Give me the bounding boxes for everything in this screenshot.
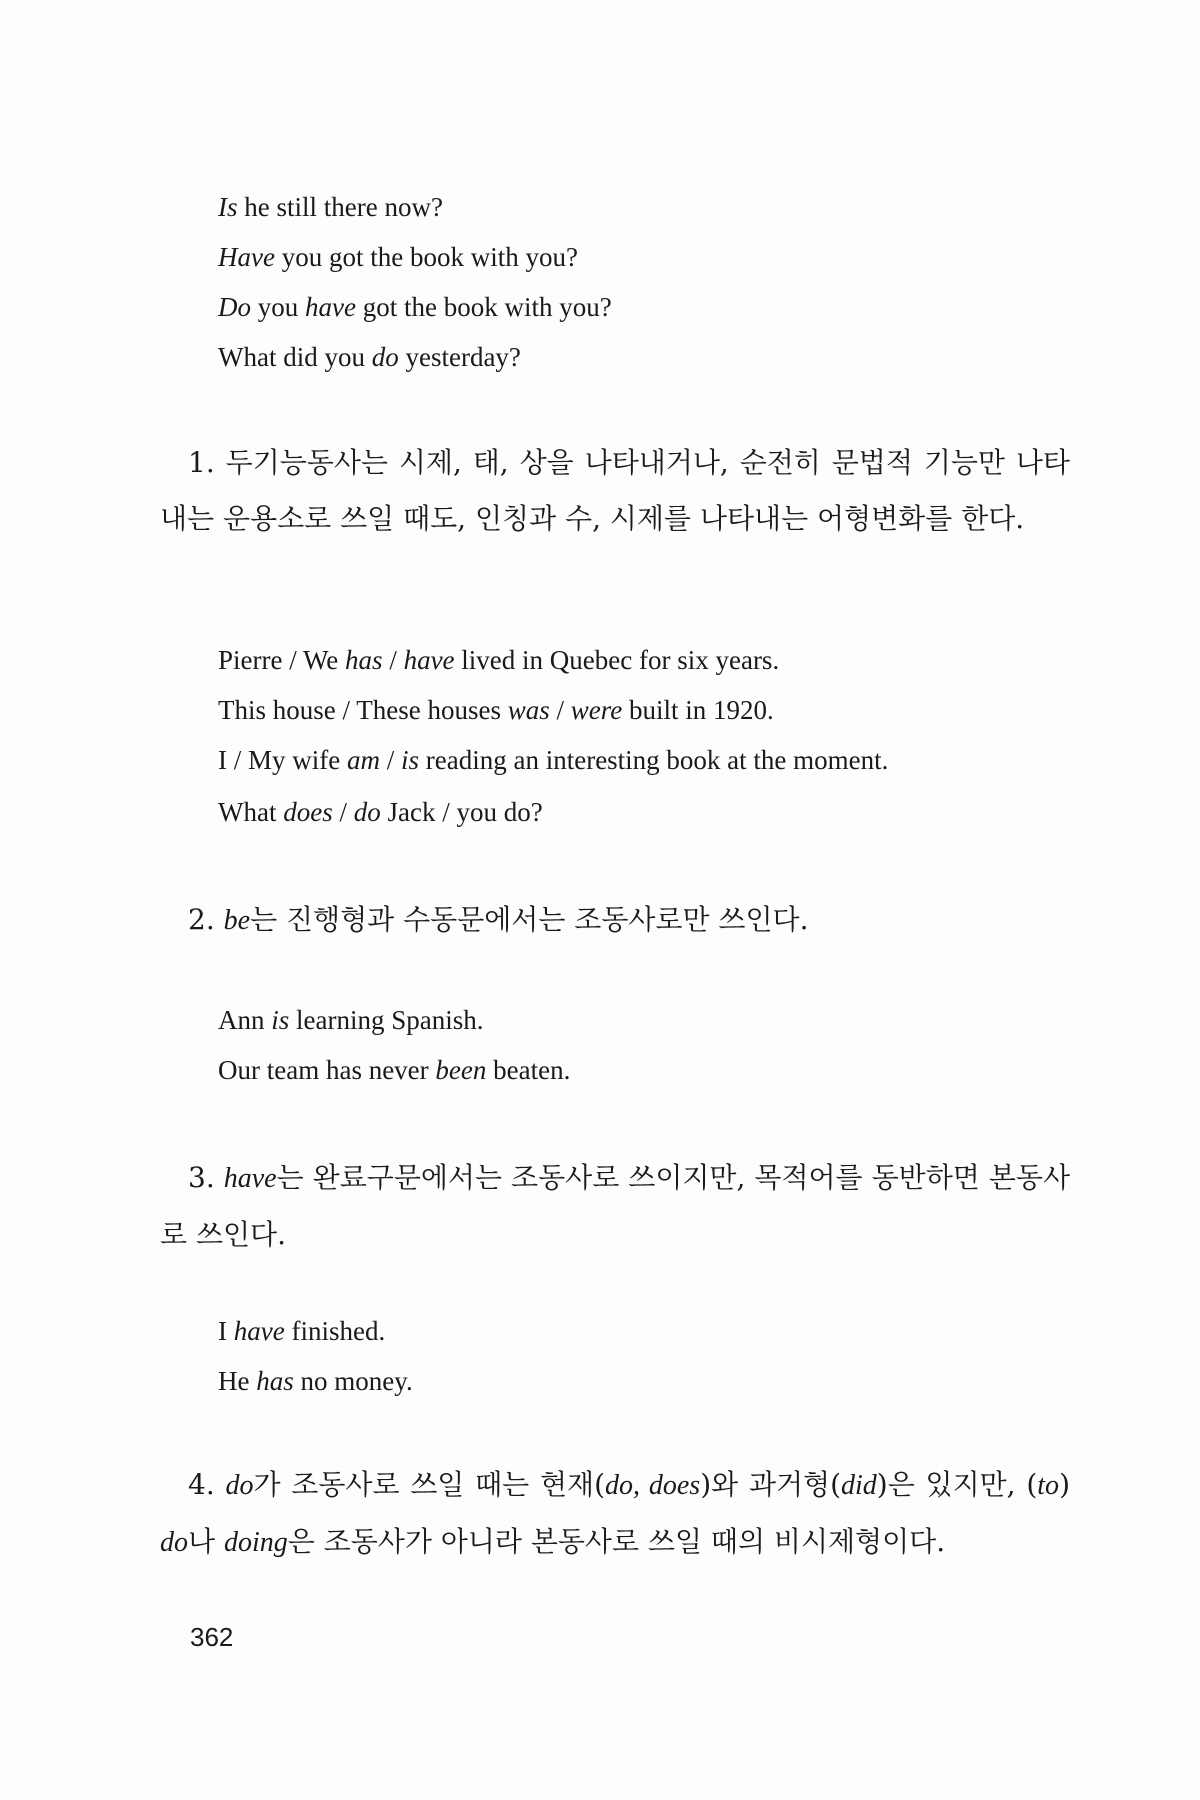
example1-4: What does / do Jack / you do? <box>218 797 543 827</box>
example3-2: He has no money. <box>218 1366 413 1396</box>
intro-example-1: Is he still there now? <box>218 192 443 222</box>
intro-example-4: What did you do yesterday? <box>218 342 521 372</box>
rule-1: 1. 두기능동사는 시제, 태, 상을 나타내거나, 순전히 문법적 기능만 나타내는 운용소로 쓰일 때도, 인칭과 수, 시제를 나타내는 어형변화를 한다. <box>160 446 1070 535</box>
rule-2: 2. be는 진행형과 수동문에서는 조동사로만 쓰인다. <box>188 903 809 936</box>
rule-3: 3. have는 완료구문에서는 조동사로 쓰이지만, 목적어를 동반하면 본동사로 쓰인다. <box>160 1161 1070 1251</box>
example1-2: This house / These houses was / were built in 1920. <box>218 695 774 725</box>
example2-2: Our team has never been beaten. <box>218 1055 571 1085</box>
example1-1: Pierre / We has / have lived in Quebec for six years. <box>218 645 780 675</box>
example3-1: I have finished. <box>218 1316 386 1346</box>
intro-example-3: Do you have got the book with you? <box>218 292 612 322</box>
intro-example-2: Have you got the book with you? <box>218 242 578 272</box>
example2-1: Ann is learning Spanish. <box>218 1005 484 1035</box>
page-number: 362 <box>190 1622 234 1652</box>
rule-4: 4. do가 조동사로 쓰일 때는 현재(do, does)와 과거형(did)은 있지만, (to) do나 doing은 조동사가 아니라 본동사로 쓰일 때의 비시제형이다. <box>160 1468 1070 1558</box>
example1-3: I / My wife am / is reading an interesting book at the moment. <box>218 745 889 775</box>
